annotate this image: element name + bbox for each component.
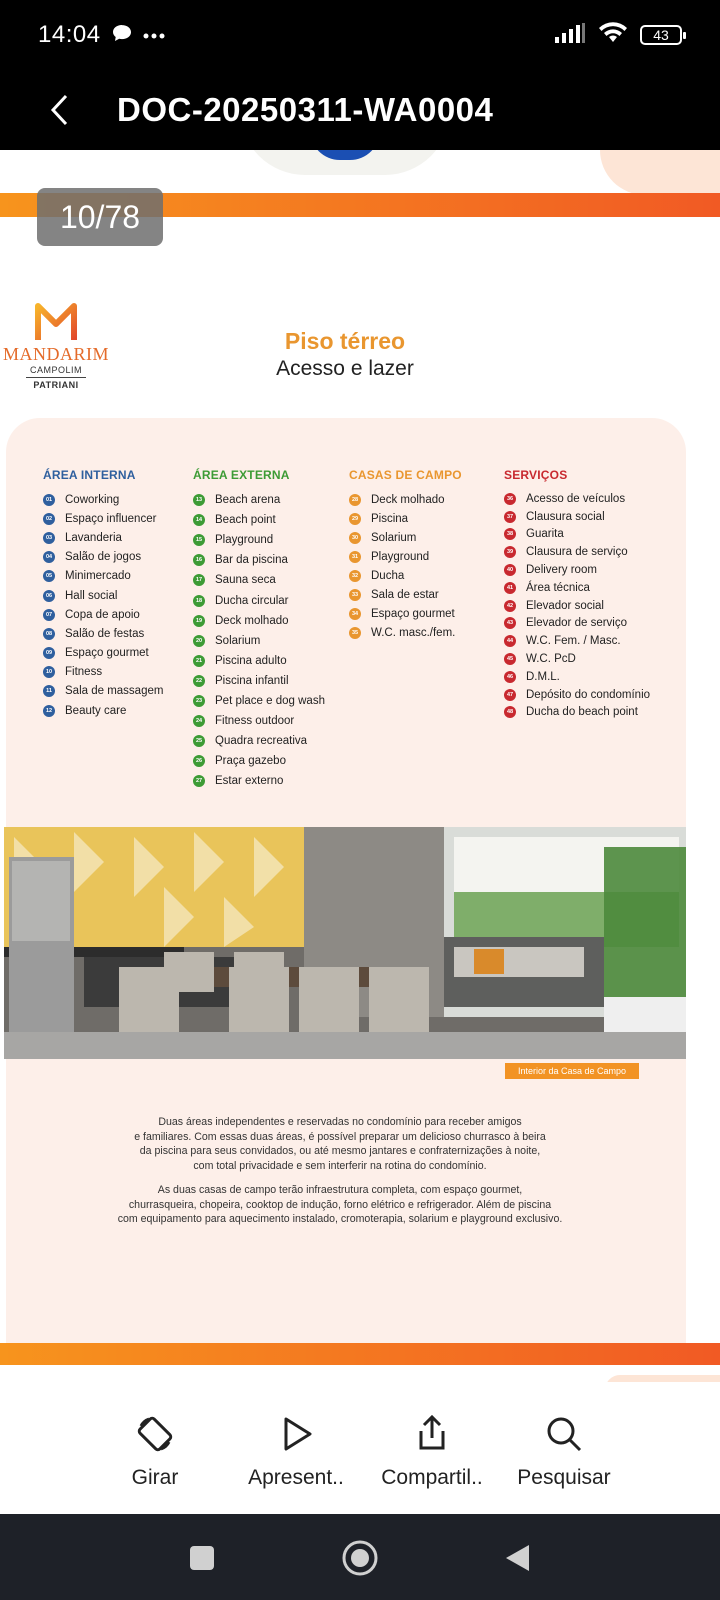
amenity-number-badge: 30 xyxy=(349,532,361,544)
amenity-number-badge: 14 xyxy=(193,514,205,526)
amenity-number-badge: 36 xyxy=(504,493,516,505)
search-button[interactable] xyxy=(494,1382,634,1514)
amenity-item xyxy=(349,490,462,509)
amenity-number-badge: 01 xyxy=(43,494,55,506)
amenity-item xyxy=(349,566,462,585)
amenity-item xyxy=(193,490,325,510)
amenity-label: Bar da piscina xyxy=(215,554,288,567)
page-top-illustration xyxy=(240,150,450,175)
amenity-number-badge: 08 xyxy=(43,628,55,640)
amenity-label: Ducha xyxy=(371,569,405,582)
amenity-label: Hall social xyxy=(65,589,118,602)
amenity-number-badge: 07 xyxy=(43,609,55,621)
amenity-number-badge: 35 xyxy=(349,627,361,639)
amenity-label: Piscina infantil xyxy=(215,674,289,687)
amenity-number-badge: 06 xyxy=(43,590,55,602)
amenity-label: W.C. PcD xyxy=(526,653,576,666)
amenity-item xyxy=(193,590,325,610)
amenity-label: Guarita xyxy=(526,528,564,541)
amenity-number-badge: 05 xyxy=(43,570,55,582)
amenity-number-badge: 43 xyxy=(504,617,516,629)
amenity-item xyxy=(193,530,325,550)
heading-title: Piso térreo xyxy=(284,328,406,354)
amenity-item xyxy=(43,528,163,547)
amenity-number-badge: 31 xyxy=(349,551,361,563)
amenity-number-badge: 13 xyxy=(193,494,205,506)
amenity-label: Espaço gourmet xyxy=(65,647,149,660)
amenity-number-badge: 18 xyxy=(193,595,205,607)
interior-photo xyxy=(4,827,686,1059)
amenity-label: Elevador de serviço xyxy=(526,617,627,630)
amenity-label: Sala de massagem xyxy=(65,685,164,698)
amenity-item xyxy=(504,668,650,686)
amenity-item xyxy=(43,644,163,663)
amenity-number-badge: 23 xyxy=(193,695,205,707)
amenity-label: Delivery room xyxy=(526,564,597,577)
amenity-number-badge: 47 xyxy=(504,689,516,701)
amenity-item xyxy=(193,771,325,791)
amenity-item xyxy=(504,650,650,668)
amenity-item xyxy=(193,751,325,771)
column-area-externa xyxy=(193,468,325,791)
back-button[interactable] xyxy=(25,70,95,150)
amenity-label: Solarium xyxy=(371,531,417,544)
column-title: ÁREA INTERNA xyxy=(43,468,136,482)
column-title: CASAS DE CAMPO xyxy=(349,468,462,482)
logo-subtitle: CAMPOLIM xyxy=(29,365,82,375)
amenity-number-badge: 40 xyxy=(504,564,516,576)
amenity-label: W.C. masc./fem. xyxy=(371,627,456,640)
amenity-label: Ducha do beach point xyxy=(526,706,638,719)
amenity-label: Elevador social xyxy=(526,599,604,612)
more-notifications-icon xyxy=(143,26,165,44)
amenity-label: Playground xyxy=(215,534,274,547)
amenity-number-badge: 21 xyxy=(193,655,205,667)
amenity-number-badge: 02 xyxy=(43,513,55,525)
amenity-label: Playground xyxy=(371,550,430,563)
amenity-item xyxy=(504,579,650,597)
amenity-label: W.C. Fem. / Masc. xyxy=(526,635,621,648)
amenity-number-badge: 19 xyxy=(193,615,205,627)
rotate-icon xyxy=(135,1414,175,1454)
amenity-label: Área técnica xyxy=(526,581,590,594)
search-icon xyxy=(544,1414,584,1454)
recents-icon xyxy=(188,1544,216,1572)
column-title: ÁREA EXTERNA xyxy=(193,468,290,482)
amenity-item xyxy=(504,490,650,508)
viewer-toolbar xyxy=(0,1382,720,1514)
amenity-number-badge: 12 xyxy=(43,705,55,717)
description-paragraph: Duas áreas independentes e reservadas no condomínio para receber amigos e familiares. Com essas duas áreas, é possível preparar um delicioso churrasco à beira da piscina para seus convidados, ou até mesmo jantares e confraternizações à noite, com total privacidade e sem interferir na rotina do condomínio. xyxy=(134,1116,546,1172)
amenity-item xyxy=(193,711,325,731)
amenity-number-badge: 33 xyxy=(349,589,361,601)
wifi-icon xyxy=(598,22,628,49)
amenity-item xyxy=(504,508,650,526)
present-button[interactable] xyxy=(226,1382,366,1514)
status-bar xyxy=(0,0,720,70)
amenity-item xyxy=(349,528,462,547)
chat-icon xyxy=(111,23,133,48)
photo-caption: Interior da Casa de Campo xyxy=(505,1063,639,1079)
amenity-item xyxy=(43,490,163,509)
amenity-number-badge: 22 xyxy=(193,675,205,687)
amenity-item xyxy=(193,570,325,590)
amenity-item xyxy=(349,547,462,566)
share-label: Compartil.. xyxy=(381,1466,483,1489)
page-bottom-decoration xyxy=(605,1375,720,1382)
amenity-label: Deck molhado xyxy=(371,493,445,506)
page-indicator: 10/78 xyxy=(37,188,163,246)
amenity-label: Salão de festas xyxy=(65,627,145,640)
amenity-item xyxy=(193,651,325,671)
battery-indicator: 43 xyxy=(640,25,682,45)
description-text xyxy=(90,1115,590,1237)
amenity-item xyxy=(43,548,163,567)
share-icon xyxy=(412,1414,452,1454)
back-arrow-icon xyxy=(50,94,70,126)
amenity-number-badge: 39 xyxy=(504,546,516,558)
home-icon xyxy=(341,1539,379,1577)
amenity-number-badge: 42 xyxy=(504,600,516,612)
amenity-label: Quadra recreativa xyxy=(215,735,308,748)
amenity-item xyxy=(43,701,163,720)
amenity-label: Fitness xyxy=(65,666,103,679)
amenity-label: Minimercado xyxy=(65,570,131,583)
share-button[interactable] xyxy=(362,1382,502,1514)
document-viewer[interactable] xyxy=(0,150,720,1382)
logo-developer: PATRIANI xyxy=(33,380,79,390)
page-divider-bottom xyxy=(0,1343,720,1365)
amenity-number-badge: 34 xyxy=(349,608,361,620)
amenity-label: Lavanderia xyxy=(65,531,122,544)
amenity-label: Espaço influencer xyxy=(65,512,157,525)
amenity-item xyxy=(43,605,163,624)
rotate-button[interactable] xyxy=(85,1382,225,1514)
page-heading xyxy=(225,328,465,381)
amenity-label: Acesso de veículos xyxy=(526,492,626,505)
amenity-number-badge: 25 xyxy=(193,735,205,747)
amenity-number-badge: 27 xyxy=(193,775,205,787)
amenity-number-badge: 38 xyxy=(504,528,516,540)
amenity-item xyxy=(504,543,650,561)
amenity-label: Sauna seca xyxy=(215,574,276,587)
amenity-label: Estar externo xyxy=(215,775,284,788)
amenity-item xyxy=(43,509,163,528)
amenity-label: Piscina xyxy=(371,512,409,525)
description-paragraph: As duas casas de campo terão infraestrutura completa, com espaço gourmet, churrasqueira, chopeira, cooktop de indução, forno elétrico e refrigerador. Além de piscina com equipamento para aquecimento instalado, cromoterapia, solarium e playground exclusivo. xyxy=(117,1184,563,1225)
amenity-number-badge: 28 xyxy=(349,494,361,506)
amenity-number-badge: 26 xyxy=(193,755,205,767)
amenity-number-badge: 15 xyxy=(193,534,205,546)
amenity-number-badge: 44 xyxy=(504,635,516,647)
amenity-number-badge: 10 xyxy=(43,666,55,678)
home-button[interactable] xyxy=(340,1538,380,1578)
amenity-label: Ducha circular xyxy=(215,594,289,607)
amenity-label: Clausura social xyxy=(526,510,605,523)
heading-subtitle: Acesso e lazer xyxy=(276,357,414,380)
amenity-item xyxy=(504,526,650,544)
amenity-number-badge: 20 xyxy=(193,635,205,647)
column-area-interna xyxy=(43,468,163,720)
rotate-label: Girar xyxy=(131,1466,179,1489)
amenity-number-badge: 41 xyxy=(504,582,516,594)
document-title: DOC-20250311-WA0004 xyxy=(117,91,494,128)
amenity-number-badge: 17 xyxy=(193,574,205,586)
present-label: Apresent.. xyxy=(248,1466,344,1489)
column-title: SERVIÇOS xyxy=(504,468,568,482)
mandarim-logo-icon xyxy=(33,300,79,342)
amenity-number-badge: 04 xyxy=(43,551,55,563)
amenity-item xyxy=(43,624,163,643)
amenity-number-badge: 09 xyxy=(43,647,55,659)
amenity-number-badge: 16 xyxy=(193,554,205,566)
amenity-item xyxy=(504,561,650,579)
amenity-item xyxy=(193,631,325,651)
recents-button[interactable] xyxy=(182,1538,222,1578)
amenity-item xyxy=(193,510,325,530)
amenity-label: Piscina adulto xyxy=(215,654,287,667)
amenity-label: Clausura de serviço xyxy=(526,546,628,559)
amenity-item xyxy=(43,567,163,586)
amenity-number-badge: 11 xyxy=(43,685,55,697)
status-time: 14:04 xyxy=(38,21,101,48)
amenity-label: Fitness outdoor xyxy=(215,715,295,728)
amenity-item xyxy=(43,586,163,605)
system-navigation-bar xyxy=(0,1514,720,1600)
amenity-label: D.M.L. xyxy=(526,670,560,683)
column-servicos xyxy=(504,468,650,721)
signal-icon xyxy=(554,23,586,48)
amenity-label: Copa de apoio xyxy=(65,608,140,621)
amenity-item xyxy=(43,663,163,682)
amenity-item xyxy=(193,731,325,751)
amenity-label: Coworking xyxy=(65,493,120,506)
amenity-number-badge: 45 xyxy=(504,653,516,665)
amenity-label: Beauty care xyxy=(65,704,127,717)
amenity-item xyxy=(193,691,325,711)
amenity-item xyxy=(43,682,163,701)
amenity-item xyxy=(504,615,650,633)
amenity-item xyxy=(349,509,462,528)
amenity-number-badge: 48 xyxy=(504,706,516,718)
brand-logo xyxy=(0,300,112,400)
amenity-number-badge: 37 xyxy=(504,511,516,523)
amenity-number-badge: 32 xyxy=(349,570,361,582)
amenity-label: Beach arena xyxy=(215,494,281,507)
amenity-number-badge: 46 xyxy=(504,671,516,683)
back-nav-button[interactable] xyxy=(497,1538,537,1578)
column-casas-de-campo xyxy=(349,468,462,643)
amenity-label: Solarium xyxy=(215,634,261,647)
amenity-label: Pet place e dog wash xyxy=(215,694,325,707)
amenity-item xyxy=(193,550,325,570)
amenity-item xyxy=(504,597,650,615)
page-top-decoration xyxy=(600,150,720,195)
amenity-number-badge: 24 xyxy=(193,715,205,727)
amenity-number-badge: 29 xyxy=(349,513,361,525)
amenity-label: Deck molhado xyxy=(215,614,289,627)
amenity-item xyxy=(504,704,650,722)
amenity-item xyxy=(349,605,462,624)
app-bar xyxy=(0,70,720,150)
amenity-label: Sala de estar xyxy=(371,589,439,602)
logo-name: MANDARIM xyxy=(2,344,109,364)
search-label: Pesquisar xyxy=(517,1466,611,1489)
back-triangle-icon xyxy=(503,1543,531,1573)
amenity-label: Praça gazebo xyxy=(215,755,286,768)
amenity-label: Espaço gourmet xyxy=(371,608,455,621)
amenity-label: Salão de jogos xyxy=(65,551,142,564)
amenity-item xyxy=(504,632,650,650)
amenity-number-badge: 03 xyxy=(43,532,55,544)
amenity-item xyxy=(349,624,462,643)
amenity-item xyxy=(193,671,325,691)
play-icon xyxy=(276,1414,316,1454)
amenity-item xyxy=(349,585,462,604)
amenity-item xyxy=(193,611,325,631)
amenity-item xyxy=(504,686,650,704)
amenity-label: Beach point xyxy=(215,514,276,527)
amenity-label: Depósito do condomínio xyxy=(526,688,651,701)
